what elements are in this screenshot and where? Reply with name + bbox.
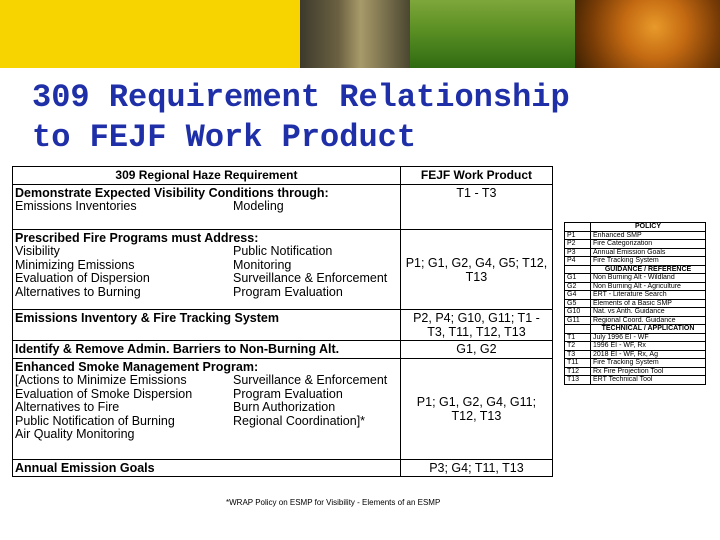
page-title bbox=[32, 78, 692, 158]
requirement-item-pair bbox=[15, 272, 398, 286]
legend-description: Rx Fire Projection Tool bbox=[591, 367, 706, 376]
legend-row bbox=[565, 282, 706, 291]
legend-description: Fire Tracking System bbox=[591, 257, 706, 266]
table-header-row bbox=[13, 167, 553, 185]
legend-code: G1 bbox=[565, 274, 591, 283]
requirement-item-pair bbox=[15, 200, 398, 214]
requirement-item-right: Regional Coordination]* bbox=[233, 413, 366, 428]
work-product-value: P2, P4; G10, G11; T1 - T3, T11, T12, T13 bbox=[413, 311, 540, 339]
header-work-product: FEJF Work Product bbox=[400, 167, 552, 185]
legend-description: ERT - Literature Search bbox=[591, 291, 706, 300]
legend-description: Fire Tracking System bbox=[591, 359, 706, 368]
requirement-cell bbox=[13, 185, 401, 230]
legend-section-row bbox=[565, 325, 706, 334]
legend-description: Enhanced SMP bbox=[591, 231, 706, 240]
legend-row bbox=[565, 240, 706, 249]
requirement-item-right bbox=[233, 428, 398, 442]
requirement-heading: Demonstrate Expected Visibility Conditions through: bbox=[15, 186, 329, 200]
requirement-heading: Enhanced Smoke Management Program: bbox=[15, 360, 259, 374]
work-product-value: G1, G2 bbox=[456, 342, 497, 356]
legend-code: G11 bbox=[565, 316, 591, 325]
requirement-item-right: Program Evaluation bbox=[233, 284, 343, 299]
legend-description: 1996 EI - WF, Rx bbox=[591, 342, 706, 351]
requirement-heading: Identify & Remove Admin. Barriers to Non-Burning Alt. bbox=[15, 342, 340, 356]
requirement-cell bbox=[13, 310, 401, 341]
requirement-item-right: Surveillance & Enforcement bbox=[233, 271, 388, 285]
requirement-item-pair bbox=[15, 286, 398, 300]
requirement-item-right: Monitoring bbox=[233, 257, 292, 272]
requirement-item-left: Visibility bbox=[15, 244, 60, 258]
work-product-cell bbox=[400, 359, 552, 460]
legend-description: Nat. vs Anth. Guidance bbox=[591, 308, 706, 317]
legend-code: T12 bbox=[565, 367, 591, 376]
requirement-item-left: Emissions Inventories bbox=[15, 199, 137, 213]
legend-spacer-cell bbox=[565, 265, 591, 274]
header-banner bbox=[0, 0, 720, 68]
header-requirement: 309 Regional Haze Requirement bbox=[13, 167, 401, 185]
legend-section-row bbox=[565, 265, 706, 274]
green-hills-photo bbox=[410, 0, 575, 68]
work-product-cell bbox=[400, 341, 552, 359]
legend-section-row bbox=[565, 223, 706, 232]
requirement-table-body bbox=[13, 185, 553, 477]
requirement-item-left: Alternatives to Fire bbox=[15, 400, 120, 414]
requirement-cell bbox=[13, 460, 401, 477]
title-line-1: 309 Requirement Relationship bbox=[32, 79, 570, 116]
legend-description: Elements of a Basic SMP bbox=[591, 299, 706, 308]
requirement-item-pair bbox=[15, 245, 398, 259]
requirement-cell bbox=[13, 230, 401, 310]
requirement-item-left: Evaluation of Dispersion bbox=[15, 271, 150, 285]
legend-row bbox=[565, 257, 706, 266]
requirement-item-pair bbox=[15, 415, 398, 429]
work-product-value: P1; G1, G2, G4, G5; T12, T13 bbox=[405, 255, 548, 284]
requirement-heading: Emissions Inventory & Fire Tracking System bbox=[15, 311, 279, 325]
table-row bbox=[13, 460, 553, 477]
legend-code: P2 bbox=[565, 240, 591, 249]
legend-code: T13 bbox=[565, 376, 591, 385]
legend-section-title: GUIDANCE / REFERENCE bbox=[591, 265, 706, 274]
work-product-value: P1; G1, G2, G4, G11; T12, T13 bbox=[416, 395, 537, 423]
requirement-item-pair bbox=[15, 388, 398, 402]
legend-code: G2 bbox=[565, 282, 591, 291]
work-product-value: T1 - T3 bbox=[456, 186, 497, 200]
requirement-item-pair bbox=[15, 428, 398, 442]
requirement-item-left: Public Notification of Burning bbox=[15, 413, 175, 428]
requirement-item-left: Alternatives to Burning bbox=[15, 284, 141, 299]
requirement-item-right: Program Evaluation bbox=[233, 386, 343, 401]
legend-row bbox=[565, 231, 706, 240]
requirement-item-left: Minimizing Emissions bbox=[15, 257, 135, 272]
table-row bbox=[13, 310, 553, 341]
requirement-item-pair bbox=[15, 259, 398, 273]
legend-code: P3 bbox=[565, 248, 591, 257]
legend-row bbox=[565, 299, 706, 308]
requirement-item-left: [Actions to Minimize Emissions bbox=[15, 373, 187, 387]
work-product-value: P3; G4; T11, T13 bbox=[429, 461, 524, 475]
requirement-item-left: Evaluation of Smoke Dispersion bbox=[15, 386, 193, 401]
work-product-cell bbox=[400, 185, 552, 230]
sunset-tree-photo bbox=[575, 0, 720, 68]
legend-description: Regional Coord. Guidance bbox=[591, 316, 706, 325]
legend-row bbox=[565, 367, 706, 376]
legend-description: July 1996 EI - WF bbox=[591, 333, 706, 342]
requirement-item-pair bbox=[15, 401, 398, 415]
legend-row bbox=[565, 333, 706, 342]
requirement-cell bbox=[13, 341, 401, 359]
banner-photo-strip bbox=[300, 0, 720, 68]
requirement-item-pair bbox=[15, 374, 398, 388]
table-row bbox=[13, 185, 553, 230]
legend-code: T2 bbox=[565, 342, 591, 351]
legend-spacer-cell bbox=[565, 325, 591, 334]
legend-code: T3 bbox=[565, 350, 591, 359]
legend-section-title: POLICY bbox=[591, 223, 706, 232]
forest-photo bbox=[300, 0, 410, 68]
legend-description: Non Burning Alt - Agriculture bbox=[591, 282, 706, 291]
work-product-cell bbox=[400, 310, 552, 341]
work-product-cell bbox=[400, 230, 552, 310]
legend-code: T11 bbox=[565, 359, 591, 368]
requirement-item-right: Surveillance & Enforcement bbox=[233, 373, 388, 387]
legend-row bbox=[565, 342, 706, 351]
legend-row bbox=[565, 248, 706, 257]
legend-description: 2018 EI - WF, Rx, Ag bbox=[591, 350, 706, 359]
requirement-table bbox=[12, 166, 553, 477]
legend-code: G10 bbox=[565, 308, 591, 317]
table-row bbox=[13, 341, 553, 359]
legend-row bbox=[565, 274, 706, 283]
footnote: *WRAP Policy on ESMP for Visibility - Elements of an ESMP bbox=[226, 498, 441, 507]
legend-code: P1 bbox=[565, 231, 591, 240]
legend-description: Non Burning Alt - Wildland bbox=[591, 274, 706, 283]
legend-spacer-cell bbox=[565, 223, 591, 232]
requirement-heading: Annual Emission Goals bbox=[15, 461, 155, 475]
legend-row bbox=[565, 350, 706, 359]
legend-description: ERT Technical Tool bbox=[591, 376, 706, 385]
legend-section-title: TECHNICAL / APPLICATION bbox=[591, 325, 706, 334]
legend-row bbox=[565, 359, 706, 368]
legend-row bbox=[565, 291, 706, 300]
legend-code: P4 bbox=[565, 257, 591, 266]
title-line-2: to FEJF Work Product bbox=[32, 119, 417, 156]
requirement-heading: Prescribed Fire Programs must Address: bbox=[15, 231, 259, 245]
requirement-item-right: Public Notification bbox=[233, 244, 333, 258]
table-row bbox=[13, 359, 553, 460]
legend-description: Annual Emission Goals bbox=[591, 248, 706, 257]
legend-row bbox=[565, 376, 706, 385]
requirement-item-right: Burn Authorization bbox=[233, 400, 336, 414]
requirement-item-right: Modeling bbox=[233, 199, 284, 213]
legend-code: G4 bbox=[565, 291, 591, 300]
legend-code: T1 bbox=[565, 333, 591, 342]
requirement-item-left: Air Quality Monitoring bbox=[15, 427, 135, 441]
table-row bbox=[13, 230, 553, 310]
legend-table bbox=[564, 222, 706, 385]
legend-description: Fire Categorization bbox=[591, 240, 706, 249]
legend-row bbox=[565, 308, 706, 317]
legend-table-body bbox=[565, 223, 706, 385]
work-product-cell bbox=[400, 460, 552, 477]
legend-code: G5 bbox=[565, 299, 591, 308]
requirement-cell bbox=[13, 359, 401, 460]
legend-row bbox=[565, 316, 706, 325]
